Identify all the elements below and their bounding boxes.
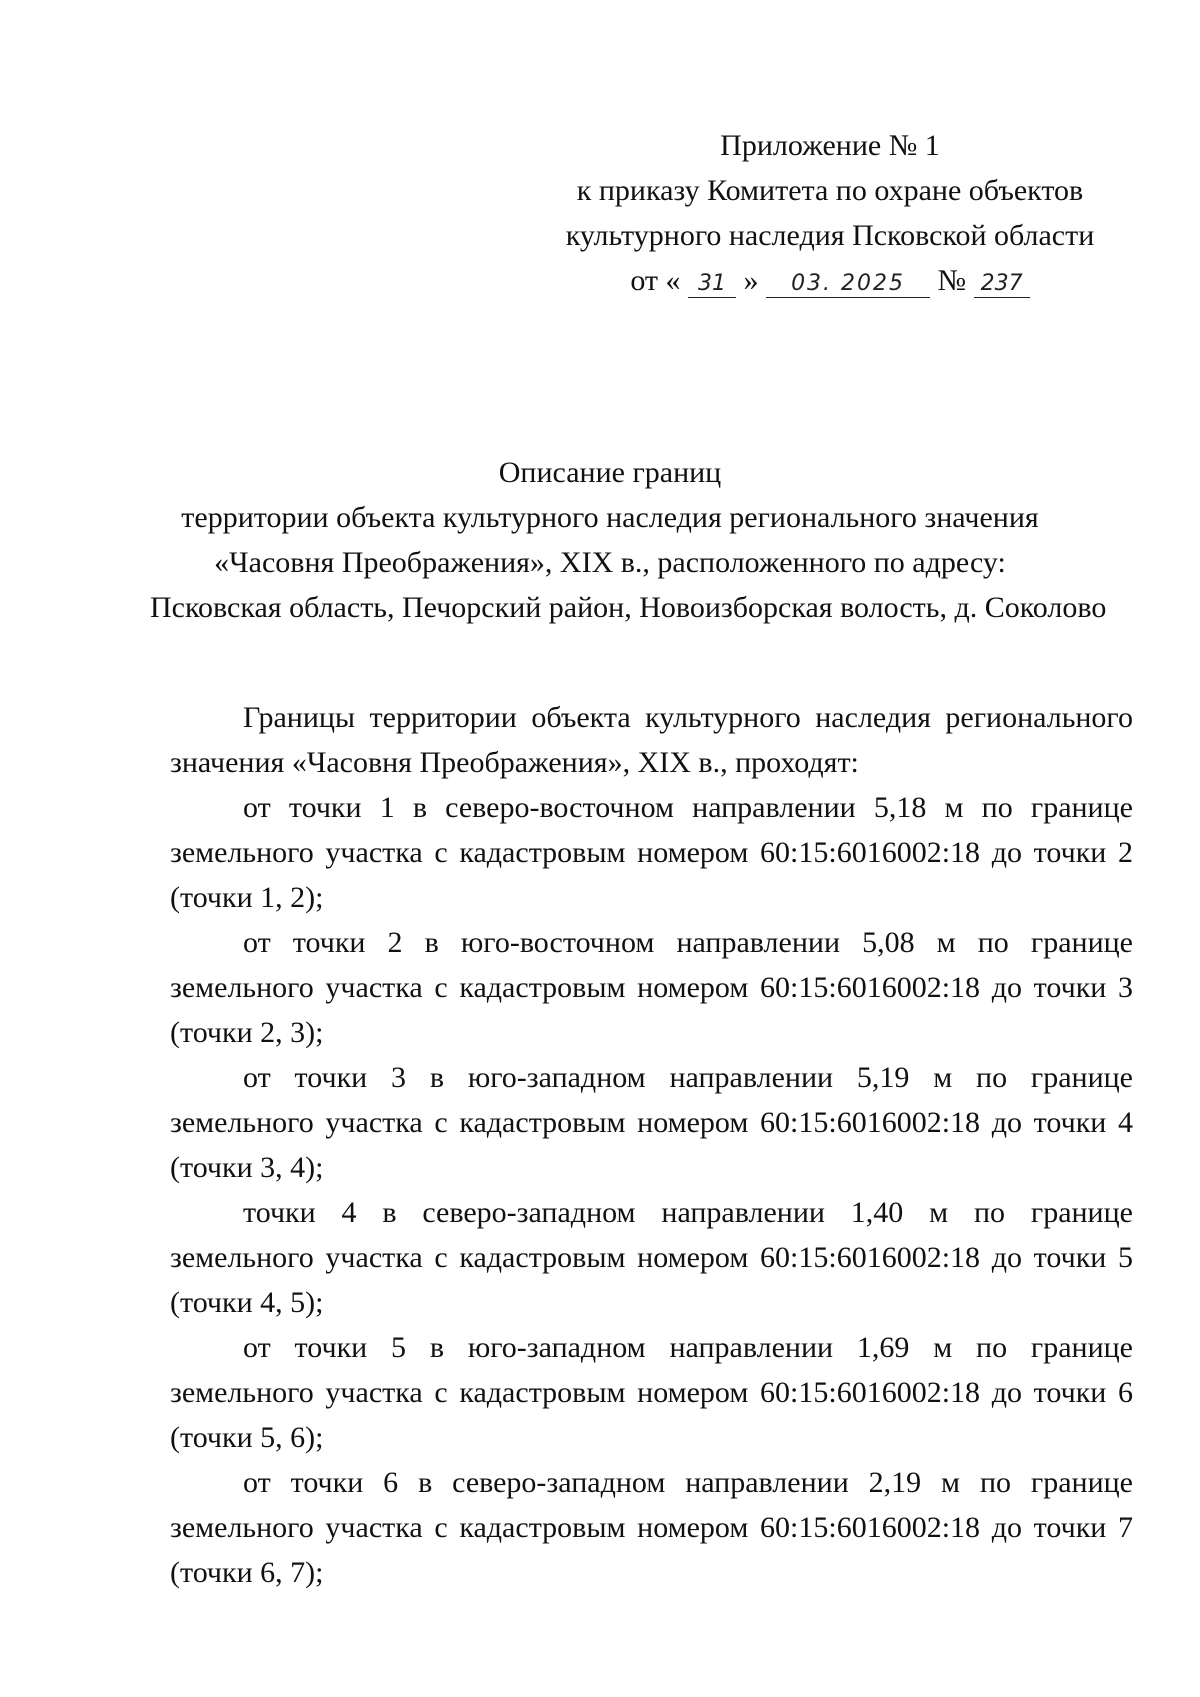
boundary-segment: от точки 1 в северо-восточном направлении 5,18 м по границе земельного участка с кадастровым номером 60:15:6016002:18 до точки 2 (точки 1, 2); (170, 791, 1133, 914)
document-title (150, 450, 1107, 630)
order-date-line (560, 258, 1100, 303)
number-label: № (937, 264, 967, 297)
title-line-3: «Часовня Преображения», XIX в., расположенного по адресу: (214, 546, 1006, 579)
boundary-segment: точки 4 в северо-западном направлении 1,40 м по границе земельного участка с кадастровым номером 60:15:6016002:18 до точки 5 (точки 4, 5); (170, 1196, 1133, 1319)
boundary-segment: от точки 6 в северо-западном направлении 2,19 м по границе земельного участка с кадастровым номером 60:15:6016002:18 до точки 7 (точки 6, 7); (170, 1466, 1133, 1589)
handwritten-number: 237 (974, 271, 1030, 298)
boundary-segment: от точки 3 в юго-западном направлении 5,19 м по границе земельного участка с кадастровым номером 60:15:6016002:18 до точки 4 (точки 3, 4); (170, 1061, 1133, 1184)
committee-name: культурного наследия Псковской области (565, 219, 1095, 252)
title-line-2: территории объекта культурного наследия регионального значения (181, 501, 1039, 534)
handwritten-date: 03. 2025 (766, 271, 930, 298)
handwritten-day: 31 (688, 271, 736, 298)
title-line-1: Описание границ (498, 456, 722, 489)
appendix-header (560, 123, 1100, 303)
order-reference: к приказу Комитета по охране объектов (576, 174, 1084, 207)
boundary-segment: от точки 5 в юго-западном направлении 1,69 м по границе земельного участка с кадастровым номером 60:15:6016002:18 до точки 6 (точки 5, 6); (170, 1331, 1133, 1454)
date-mid: » (743, 264, 759, 297)
document-body (170, 695, 1133, 1595)
appendix-number: Приложение № 1 (720, 129, 940, 162)
title-line-4: Псковская область, Печорский район, Новоизборская волость, д. Соколово (150, 591, 1107, 624)
date-prefix: от « (630, 264, 681, 297)
intro-paragraph: Границы территории объекта культурного наследия регионального значения «Часовня Преображения», XIX в., проходят: (170, 701, 1133, 779)
boundary-segment: от точки 2 в юго-восточном направлении 5,08 м по границе земельного участка с кадастровым номером 60:15:6016002:18 до точки 3 (точки 2, 3); (170, 926, 1133, 1049)
